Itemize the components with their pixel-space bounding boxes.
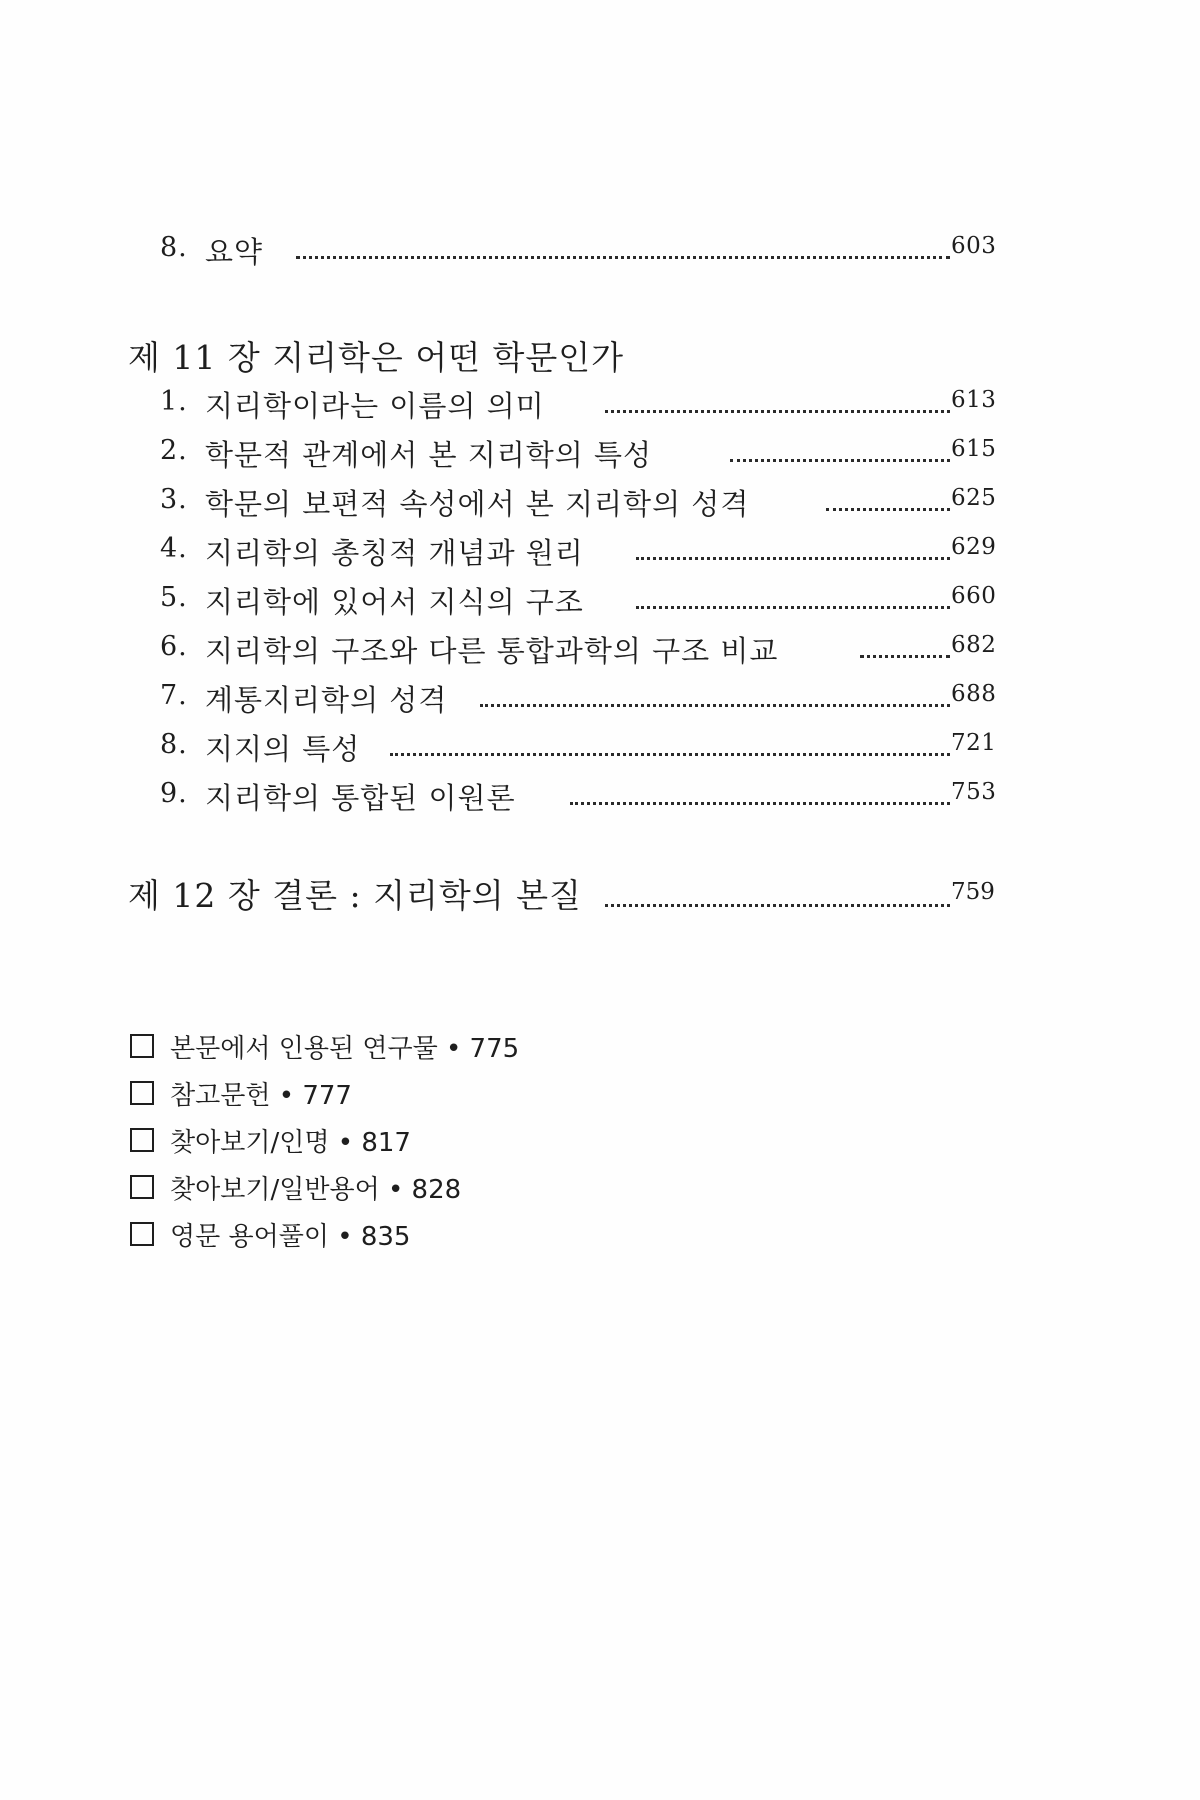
dot-leader: [730, 439, 950, 462]
entry-number: 1.: [160, 386, 188, 417]
checkbox-square-icon: [130, 1128, 154, 1152]
appendix-item[interactable]: [130, 1169, 730, 1209]
entry-title: 요약: [205, 235, 264, 269]
appendix-item[interactable]: [130, 1122, 730, 1162]
entry-page-number: 660: [951, 583, 997, 609]
appendix-item[interactable]: [130, 1216, 730, 1256]
entry-number: 6.: [160, 631, 188, 662]
checkbox-square-icon: [130, 1175, 154, 1199]
toc-entry[interactable]: [0, 529, 1200, 577]
entry-page-number: 721: [951, 730, 997, 756]
entry-number: 8.: [160, 232, 188, 263]
entry-page-number: 613: [951, 387, 997, 413]
checkbox-square-icon: [130, 1081, 154, 1105]
appendix-label: 영문 용어풀이 • 835: [170, 1222, 411, 1252]
toc-entry[interactable]: [0, 774, 1200, 822]
entry-number: 7.: [160, 680, 188, 711]
chapter-title: 제 11 장 지리학은 어떤 학문인가: [128, 338, 624, 377]
toc-entry[interactable]: [0, 676, 1200, 724]
entry-title: 지지의 특성: [205, 732, 361, 766]
entry-number: 3.: [160, 484, 188, 515]
entry-title: 지리학의 총칭적 개념과 원리: [205, 536, 584, 570]
entry-title: 지리학이라는 이름의 의미: [205, 389, 545, 423]
entry-number: 9.: [160, 778, 188, 809]
dot-leader: [826, 488, 950, 511]
entry-page-number: 688: [951, 681, 997, 707]
appendix-label: 찾아보기/인명 • 817: [170, 1128, 411, 1158]
dot-leader: [296, 236, 950, 259]
dot-leader: [605, 884, 950, 907]
chapter-page-number: 759: [951, 879, 995, 905]
entry-title: 계통지리학의 성격: [205, 683, 448, 717]
appendix-item[interactable]: [130, 1075, 730, 1115]
dot-leader: [480, 684, 950, 707]
entry-page-number: 625: [951, 485, 997, 511]
appendix-label: 본문에서 인용된 연구물 • 775: [170, 1034, 520, 1064]
toc-entry[interactable]: [0, 578, 1200, 626]
appendix-label: 참고문헌 • 777: [170, 1081, 352, 1111]
entry-number: 5.: [160, 582, 188, 613]
entry-number: 8.: [160, 729, 188, 760]
toc-entry[interactable]: [0, 431, 1200, 479]
entry-title: 학문의 보편적 속성에서 본 지리학의 성격: [205, 487, 750, 521]
entry-title: 지리학의 통합된 이원론: [205, 781, 516, 815]
entry-title: 지리학에 있어서 지식의 구조: [205, 585, 584, 619]
entry-number: 4.: [160, 533, 188, 564]
checkbox-square-icon: [130, 1222, 154, 1246]
chapter-title: 제 12 장 결론 : 지리학의 본질: [128, 876, 582, 915]
checkbox-square-icon: [130, 1034, 154, 1058]
dot-leader: [390, 733, 950, 756]
entry-page-number: 603: [951, 233, 997, 259]
toc-entry[interactable]: [0, 382, 1200, 430]
appendix-item[interactable]: [130, 1028, 730, 1068]
entry-page-number: 629: [951, 534, 997, 560]
entry-title: 학문적 관계에서 본 지리학의 특성: [205, 438, 653, 472]
dot-leader: [570, 782, 950, 805]
toc-entry[interactable]: [0, 725, 1200, 773]
toc-entry[interactable]: [0, 480, 1200, 528]
entry-title: 지리학의 구조와 다른 통합과학의 구조 비교: [205, 634, 779, 668]
toc-entry-summary[interactable]: [0, 228, 1200, 276]
dot-leader: [605, 390, 950, 413]
chapter-12-heading[interactable]: [0, 870, 1200, 926]
toc-entry[interactable]: [0, 627, 1200, 675]
entry-number: 2.: [160, 435, 188, 466]
entry-page-number: 682: [951, 632, 997, 658]
dot-leader: [636, 586, 950, 609]
appendix-label: 찾아보기/일반용어 • 828: [170, 1175, 462, 1205]
dot-leader: [860, 635, 950, 658]
chapter-11-heading[interactable]: [0, 332, 1200, 388]
entry-page-number: 753: [951, 779, 997, 805]
dot-leader: [636, 537, 950, 560]
entry-page-number: 615: [951, 436, 997, 462]
